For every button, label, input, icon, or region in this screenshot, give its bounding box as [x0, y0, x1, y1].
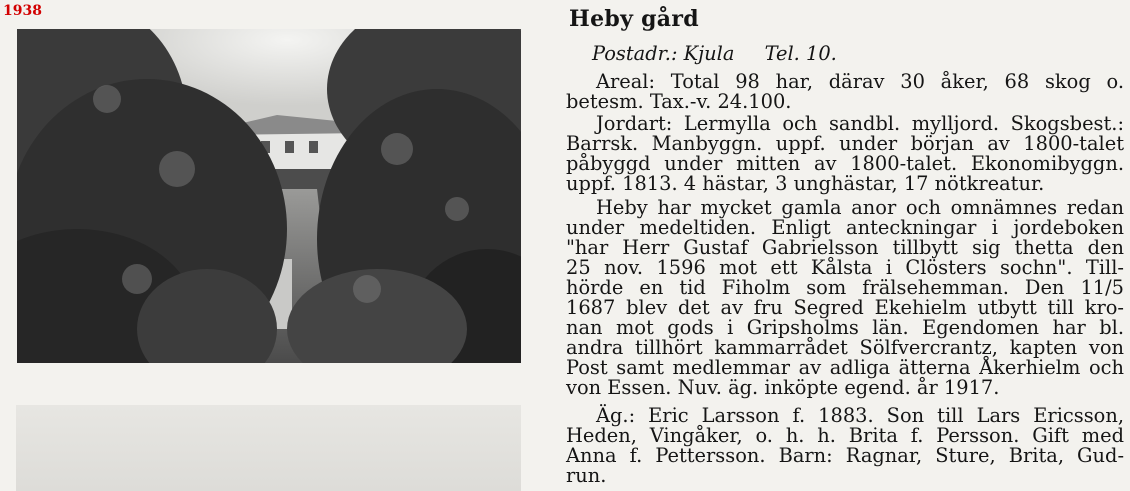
postal-address: Postadr.: Kjula — [592, 42, 735, 65]
text-line: run. — [566, 464, 607, 487]
text-line: under medeltiden. Enligt anteckningar i jordeboken — [566, 216, 1124, 239]
text-line: Barrsk. Manbyggn. uppf. under början av 1800-talet — [566, 132, 1124, 155]
paragraph-owner — [566, 406, 1124, 486]
page-title: Heby gård — [569, 6, 699, 32]
text-line: 1687 blev det av fru Segred Ekehielm utbytt till kro- — [566, 296, 1124, 319]
text-line: påbyggd under mitten av 1800-talet. Ekonomibyggn. — [566, 152, 1124, 175]
paragraph-history — [566, 198, 1124, 398]
text-line: uppf. 1813. 4 hästar, 3 unghästar, 17 nötkreatur. — [566, 172, 1045, 195]
text-line: nan mot gods i Gripsholms län. Egendomen har bl. — [566, 316, 1124, 339]
paragraph-area — [566, 72, 1124, 112]
postal-info — [592, 42, 861, 65]
second-photo-top — [16, 405, 521, 491]
paragraph-soil — [566, 114, 1124, 194]
text-line: betesm. Tax.-v. 24.100. — [566, 90, 792, 113]
text-line: Heby har mycket gamla anor och omnämnes redan — [596, 196, 1124, 219]
text-line: Jordart: Lermylla och sandbl. mylljord. Skogsbest.: — [596, 112, 1124, 135]
text-line: von Essen. Nuv. äg. inköpte egend. år 1917. — [566, 376, 1000, 399]
estate-photo — [17, 29, 521, 363]
text-line: Anna f. Pettersson. Barn: Ragnar, Sture, Brita, Gud- — [566, 444, 1124, 467]
text-line: Äg.: Eric Larsson f. 1883. Son till Lars Ericsson, — [596, 404, 1124, 427]
text-line: Heden, Vingåker, o. h. h. Brita f. Persson. Gift med — [566, 424, 1124, 447]
phone-number: Tel. 10. — [764, 42, 837, 65]
text-line: hörde en tid Fiholm som frälsehemman. Den 11/5 — [566, 276, 1124, 299]
text-line: "har Herr Gustaf Gabrielsson tillbytt sig thetta den — [566, 236, 1124, 259]
text-line: andra tillhört kammarrådet Sölfvercrantz, kapten von — [566, 336, 1124, 359]
text-line: 25 nov. 1596 mot ett Kålsta i Clösters sochn". Till- — [566, 256, 1124, 279]
text-line: Post samt medlemmar av adliga ätterna Åkerhielm och — [566, 356, 1124, 379]
year-label: 1938 — [3, 3, 42, 19]
text-line: Areal: Total 98 har, därav 30 åker, 68 skog o. — [596, 70, 1124, 93]
